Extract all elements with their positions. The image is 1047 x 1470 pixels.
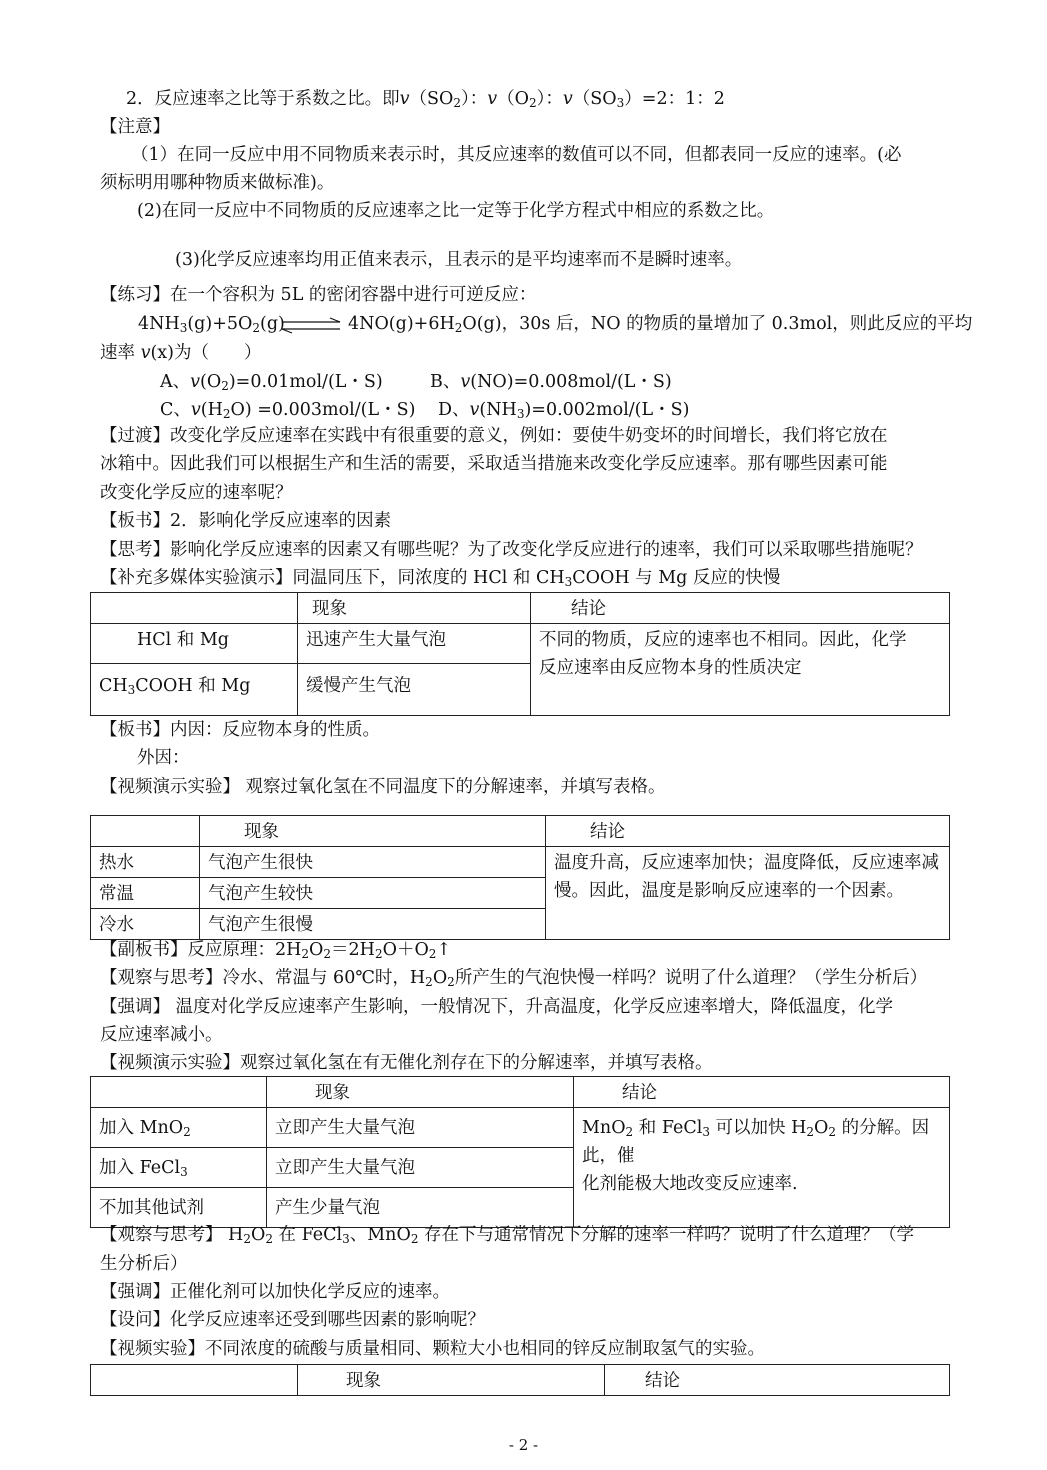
board-external: 外因： <box>137 748 190 768</box>
option-a: A、$v(O_2)=0.01mol/(L$・S) <box>160 372 383 393</box>
note-1-line2: 须标明用哪种物质来做标准)。 <box>100 173 335 193</box>
catalyst-table <box>90 1076 950 1228</box>
observe2-line1: 【观察与思考】 $H_2O_2$ 在 FeCl$_3$、MnO$_2$ 存在下与通常情况下分解的速率一样吗？说明了什么道理？（学 <box>100 1225 915 1246</box>
emphasis2: 【强调】正催化剂可以加快化学反应的速率。 <box>100 1282 450 1302</box>
transition-line3: 改变化学反应的速率呢？ <box>100 483 293 503</box>
board-factors: 【板书】2．影响化学反应速率的因素 <box>100 511 392 531</box>
table-cell <box>91 1365 298 1396</box>
table-cell: 常温 <box>91 878 200 909</box>
exercise-intro: 【练习】在一个容积为 5L 的密闭容器中进行可逆反应： <box>100 285 537 305</box>
table-cell: MnO$_2$ 和 FeCl$_3$ 可以加快 $H_2O_2$ 的分解。因此，催 化剂能极大地改变反应速率. <box>574 1108 950 1228</box>
video2-title: 【视频演示实验】观察过氧化氢在有无催化剂存在下的分解速率，并填写表格。 <box>100 1053 713 1073</box>
note-1-line1: （1）在同一反应中用不同物质来表示时，其反应速率的数值可以不同，但都表同一反应的速率。(必 <box>131 145 902 165</box>
table-cell: 温度升高，反应速率加快；温度降低，反应速率减 慢。因此，温度是影响反应速率的一个因素。 <box>546 847 950 940</box>
exercise-equation: $4NH_3(g)+5O_2(g)$ <box>138 314 285 335</box>
substance-table <box>90 592 950 716</box>
observe2-line2: 生分析后） <box>100 1254 188 1274</box>
demo1-title: 【补充多媒体实验演示】同温同压下，同浓度的 HCl 和 $CH_3COOH$ 与 Mg 反应的快慢 <box>100 568 781 589</box>
rate-ratio-line: 2．反应速率之比等于系数之比。即$v(SO_2)$：$v(O_2)$：$v(SO_3)=2$：1：2 <box>126 89 725 110</box>
emphasis1-line1: 【强调】 温度对化学反应速率产生影响，一般情况下，升高温度，化学反应速率增大，降低温度，化学 <box>100 997 894 1017</box>
think-line: 【思考】影响化学反应速率的因素又有哪些呢？为了改变化学反应进行的速率，我们可以采取哪些措施呢？ <box>100 540 923 560</box>
board-internal: 【板书】内因：反应物本身的性质。 <box>100 720 380 740</box>
table-cell: 气泡产生很慢 <box>200 909 546 940</box>
transition-line2: 冰箱中。因此我们可以根据生产和生活的需要，采取适当措施来改变化学反应速率。那有哪些因素可能 <box>100 454 888 474</box>
emphasis1-line2: 反应速率减小。 <box>100 1025 223 1045</box>
observe1: 【观察与思考】冷水、常温与 60℃时，$H_2O_2$所产生的气泡快慢一样吗？说明了什么道理？（学生分析后） <box>100 968 928 989</box>
table-cell: 热水 <box>91 847 200 878</box>
table-cell: 立即产生大量气泡 <box>267 1108 574 1148</box>
table-cell <box>91 593 298 624</box>
table-cell: 立即产生大量气泡 <box>267 1148 574 1188</box>
table-header: 现象 <box>200 816 546 847</box>
table-cell <box>91 816 200 847</box>
table-cell: 不加其他试剂 <box>91 1188 267 1228</box>
table-cell: 加入 MnO$_2$ <box>91 1108 267 1148</box>
page-number: - 2 - <box>508 1436 539 1454</box>
table-cell: HCl 和 Mg <box>91 624 298 664</box>
note-3: (3)化学反应速率均用正值来表示，且表示的是平均速率而不是瞬时速率。 <box>175 250 743 270</box>
table-cell <box>91 1077 267 1108</box>
table-header: 结论 <box>574 1077 950 1108</box>
concentration-table <box>90 1364 950 1396</box>
table-header: 现象 <box>298 593 531 624</box>
table-header: 现象 <box>267 1077 574 1108</box>
question: 【设问】化学反应速率还受到哪些因素的影响呢？ <box>100 1310 485 1330</box>
table-cell: 冷水 <box>91 909 200 940</box>
option-c: C、$v(H_2O) =0.003mol/(L$・S) <box>160 400 416 421</box>
table-cell: 迅速产生大量气泡 <box>298 624 531 664</box>
table-header: 结论 <box>531 593 950 624</box>
video3-title: 【视频实验】不同浓度的硫酸与质量相同、颗粒大小也相同的锌反应制取氢气的实验。 <box>100 1339 765 1359</box>
table-cell: 气泡产生较快 <box>200 878 546 909</box>
exercise-equation-rhs: $4NO(g)+6H_2O(g)$，30s 后，NO 的物质的量增加了 0.3mol，则此反应的平均 <box>348 314 973 335</box>
table-cell: 缓慢产生气泡 <box>298 664 531 716</box>
table-cell: 产生少量气泡 <box>267 1188 574 1228</box>
option-d: D、$v(NH_3)=0.002mol/(L$・S) <box>438 400 690 421</box>
exercise-question: 速率 v(x)为（ ） <box>100 343 262 363</box>
temperature-table <box>90 815 950 940</box>
note-heading: 【注意】 <box>100 117 170 137</box>
sub-board: 【副板书】反应原理：$2H_2O_2=2H_2O+O_2↑$ <box>100 940 452 961</box>
table-header: 结论 <box>546 816 950 847</box>
table-cell: $CH_3COOH$ 和 Mg <box>91 664 298 716</box>
table-cell: 不同的物质，反应的速率也不相同。因此，化学 反应速率由反应物本身的性质决定 <box>531 624 950 716</box>
note-2: (2)在同一反应中不同物质的反应速率之比一定等于化学方程式中相应的系数之比。 <box>137 201 775 221</box>
table-cell: 气泡产生很快 <box>200 847 546 878</box>
table-header: 结论 <box>605 1365 950 1396</box>
reversible-arrow-icon <box>280 316 342 336</box>
table-header: 现象 <box>298 1365 605 1396</box>
table-cell: 加入 FeCl$_3$ <box>91 1148 267 1188</box>
transition-line1: 【过渡】改变化学反应速率在实践中有很重要的意义，例如：要使牛奶变坏的时间增长，我们将它放在 <box>100 426 888 446</box>
video1-title: 【视频演示实验】 观察过氧化氢在不同温度下的分解速率，并填写表格。 <box>100 777 666 797</box>
option-b: B、v(NO)=0.008mol/(L・S) <box>430 372 672 392</box>
